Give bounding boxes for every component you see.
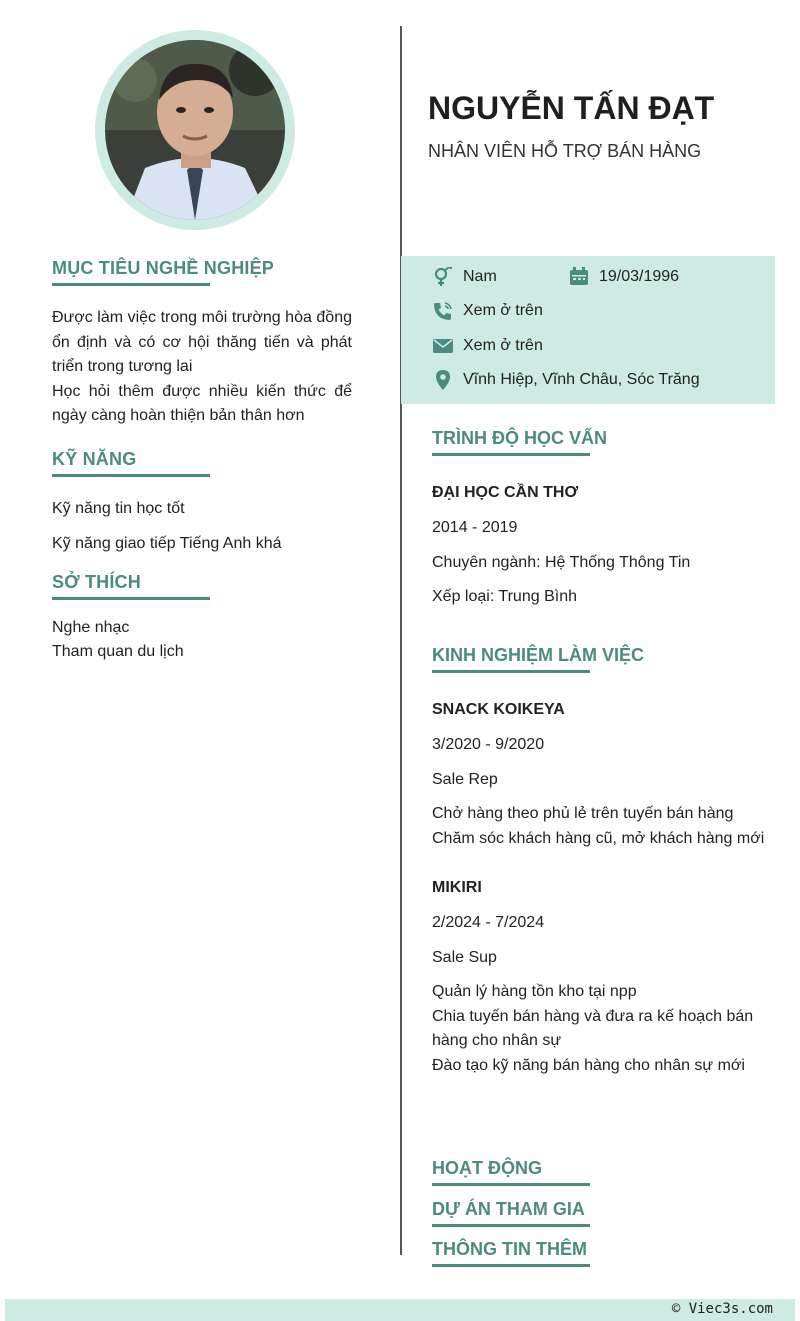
projects-section [432,1199,772,1227]
school-name: ĐẠI HỌC CẦN THƠ [432,484,579,501]
skill-item: Kỹ năng giao tiếp Tiếng Anh khá [52,535,282,552]
address-value: Vĩnh Hiệp, Vĩnh Châu, Sóc Trăng [463,371,700,388]
phone-icon [433,301,453,321]
candidate-name: NGUYỄN TẤN ĐẠT [428,90,715,126]
calendar-icon [569,267,589,287]
hobbies-title: SỞ THÍCH [52,572,210,600]
job-role: Sale Rep [432,770,498,788]
hobby-item: Nghe nhạc [52,618,130,636]
education-major: Chuyên ngành: Hệ Thống Thông Tin [432,553,691,571]
column-divider [400,26,402,1255]
activities-title: HOẠT ĐỘNG [432,1158,590,1186]
job-period: 2/2024 - 7/2024 [432,914,545,931]
projects-title: DỰ ÁN THAM GIA [432,1199,590,1227]
education-title: TRÌNH ĐỘ HỌC VẤN [432,428,590,456]
job-role: Sale Sup [432,948,497,966]
skills-title: KỸ NĂNG [52,449,210,477]
extra-info-title: THÔNG TIN THÊM [432,1239,590,1267]
left-column [52,258,352,665]
footer-bar [5,1299,795,1321]
education-section [432,428,772,610]
job-duty: Chở hàng theo phủ lẻ trên tuyến bán hàng [432,805,734,822]
location-pin-icon [433,370,453,390]
gender-value: Nam [463,268,497,285]
job-company: SNACK KOIKEYA [432,701,565,718]
objective-title: MỤC TIÊU NGHỀ NGHIỆP [52,258,210,286]
education-period: 2014 - 2019 [432,519,518,536]
hobby-item: Tham quan du lịch [52,643,184,660]
avatar-frame [95,30,295,230]
footer-credit: © Viec3s.com [671,1301,773,1317]
email-value: Xem ở trên [463,337,543,354]
contact-panel [401,256,775,404]
objective-line: Học hỏi thêm được nhiều kiến thức để ngày càng hoàn thiện bản thân hơn [52,382,352,424]
activities-section [432,1158,772,1186]
objective-line: Được làm việc trong môi trường hòa đồng ổn định và có cơ hội thăng tiến và phát triển trong tương lai [52,309,352,375]
job-duty: Đào tạo kỹ năng bán hàng cho nhân sự mới [432,1056,745,1074]
phone-value: Xem ở trên [463,302,543,319]
extra-info-section [432,1239,772,1267]
education-grade: Xếp loại: Trung Bình [432,588,577,605]
experience-title: KINH NGHIỆM LÀM VIỆC [432,645,590,673]
candidate-title: NHÂN VIÊN HỖ TRỢ BÁN HÀNG [428,141,702,161]
job-duty: Quản lý hàng tồn kho tại npp [432,983,637,1000]
job-duty: Chia tuyến bán hàng và đưa ra kế hoạch bán hàng cho nhân sự [432,1007,754,1049]
skill-item: Kỹ năng tin học tốt [52,499,185,517]
job-company: MIKIRI [432,879,482,896]
gender-icon [433,267,453,287]
experience-section [432,645,772,1078]
avatar [105,40,285,220]
job-duty: Chăm sóc khách hàng cũ, mở khách hàng mới [432,829,765,847]
birthday-value: 19/03/1996 [599,268,680,285]
job-period: 3/2020 - 9/2020 [432,736,545,753]
email-icon [433,336,453,356]
